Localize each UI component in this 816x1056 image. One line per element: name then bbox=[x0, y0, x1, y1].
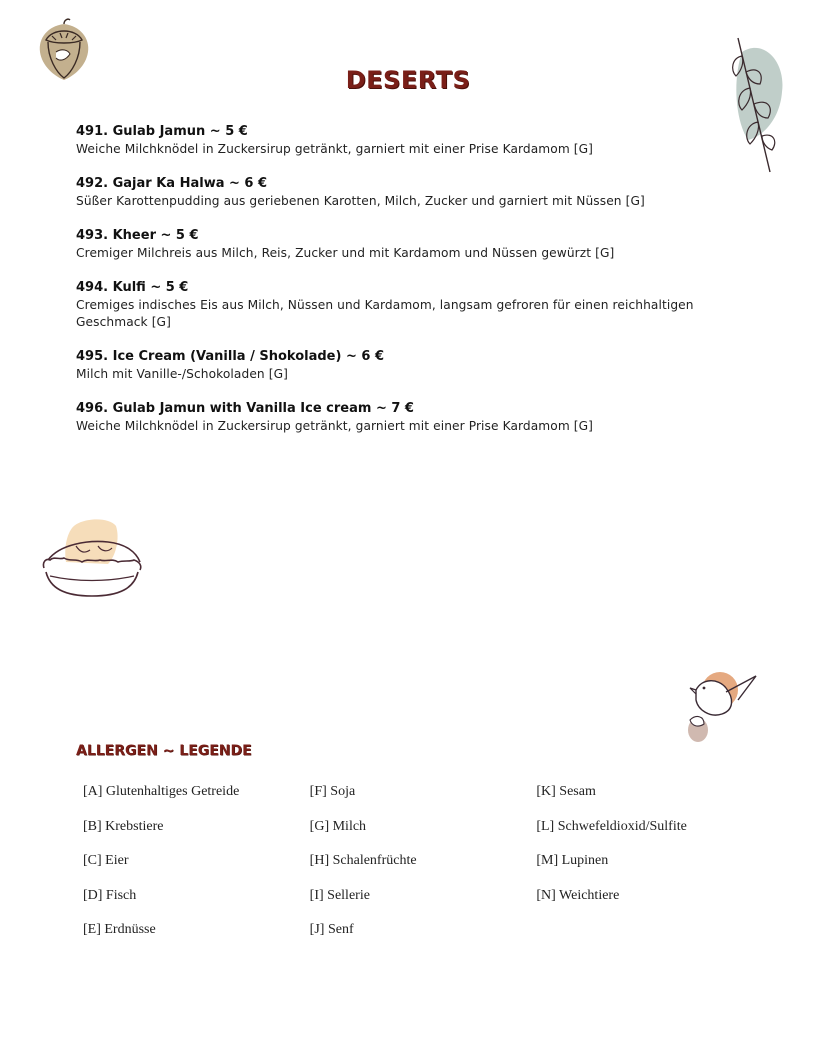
menu-item bbox=[76, 279, 766, 331]
menu-item-description: Milch mit Vanille-/Schokoladen [G] bbox=[76, 367, 288, 381]
menu-item-name: 496. Gulab Jamun with Vanilla Ice cream ~ 7 € bbox=[76, 401, 414, 416]
dessert-menu bbox=[76, 123, 766, 452]
allergen-entry: [D] Fisch bbox=[83, 887, 137, 903]
allergen-row bbox=[83, 920, 763, 955]
menu-item-description: Weiche Milchknödel in Zuckersirup getränkt, garniert mit einer Prise Kardamom [G] bbox=[76, 419, 594, 433]
menu-item bbox=[76, 400, 766, 435]
menu-item bbox=[76, 123, 766, 158]
allergen-legend-title: ALLERGEN ~ LEGENDE bbox=[76, 743, 252, 759]
menu-item-name: 493. Kheer ~ 5 € bbox=[76, 228, 199, 243]
allergen-entry: [K] Sesam bbox=[536, 784, 596, 799]
allergen-entry: [L] Schwefeldioxid/Sulfite bbox=[536, 818, 687, 834]
menu-item-description: Cremiger Milchreis aus Milch, Reis, Zucker und mit Kardamom und Nüssen gewürzt [G] bbox=[76, 246, 615, 260]
allergen-entry: [M] Lupinen bbox=[536, 853, 609, 868]
menu-item-description: Süßer Karottenpudding aus geriebenen Karotten, Milch, Zucker und garniert mit Nüssen [G] bbox=[76, 194, 645, 208]
allergen-row bbox=[83, 782, 763, 817]
page-title: DESERTS bbox=[345, 66, 471, 94]
allergen-legend bbox=[83, 782, 763, 955]
pie-icon bbox=[36, 516, 148, 606]
allergen-row bbox=[83, 886, 763, 921]
menu-item-name: 491. Gulab Jamun ~ 5 € bbox=[76, 124, 248, 139]
allergen-entry bbox=[536, 920, 763, 955]
menu-item-name: 494. Kulfi ~ 5 € bbox=[76, 280, 189, 295]
menu-item-description: Weiche Milchknödel in Zuckersirup getränkt, garniert mit einer Prise Kardamom [G] bbox=[76, 142, 594, 156]
allergen-entry: [J] Senf bbox=[309, 922, 354, 937]
allergen-row bbox=[83, 817, 763, 852]
menu-item bbox=[76, 348, 766, 383]
allergen-entry: [F] Soja bbox=[309, 784, 356, 799]
allergen-entry: [C] Eier bbox=[83, 853, 129, 868]
allergen-entry: [G] Milch bbox=[309, 818, 367, 834]
menu-item-name: 492. Gajar Ka Halwa ~ 6 € bbox=[76, 176, 268, 191]
menu-item-description: Cremiges indisches Eis aus Milch, Nüssen und Kardamom, langsam gefroren für einen reichhaltigen Geschmack [G] bbox=[76, 298, 694, 329]
allergen-entry: [I] Sellerie bbox=[309, 887, 370, 903]
allergen-entry: [E] Erdnüsse bbox=[83, 922, 156, 937]
allergen-entry: [H] Schalenfrüchte bbox=[309, 853, 417, 868]
menu-item-name: 495. Ice Cream (Vanilla / Shokolade) ~ 6 € bbox=[76, 349, 384, 364]
bird-icon bbox=[682, 668, 760, 746]
allergen-entry: [B] Krebstiere bbox=[83, 818, 164, 834]
menu-item bbox=[76, 227, 766, 262]
menu-item bbox=[76, 175, 766, 210]
allergen-entry: [N] Weichtiere bbox=[536, 887, 620, 903]
allergen-row bbox=[83, 851, 763, 886]
allergen-entry: [A] Glutenhaltiges Getreide bbox=[83, 784, 240, 799]
